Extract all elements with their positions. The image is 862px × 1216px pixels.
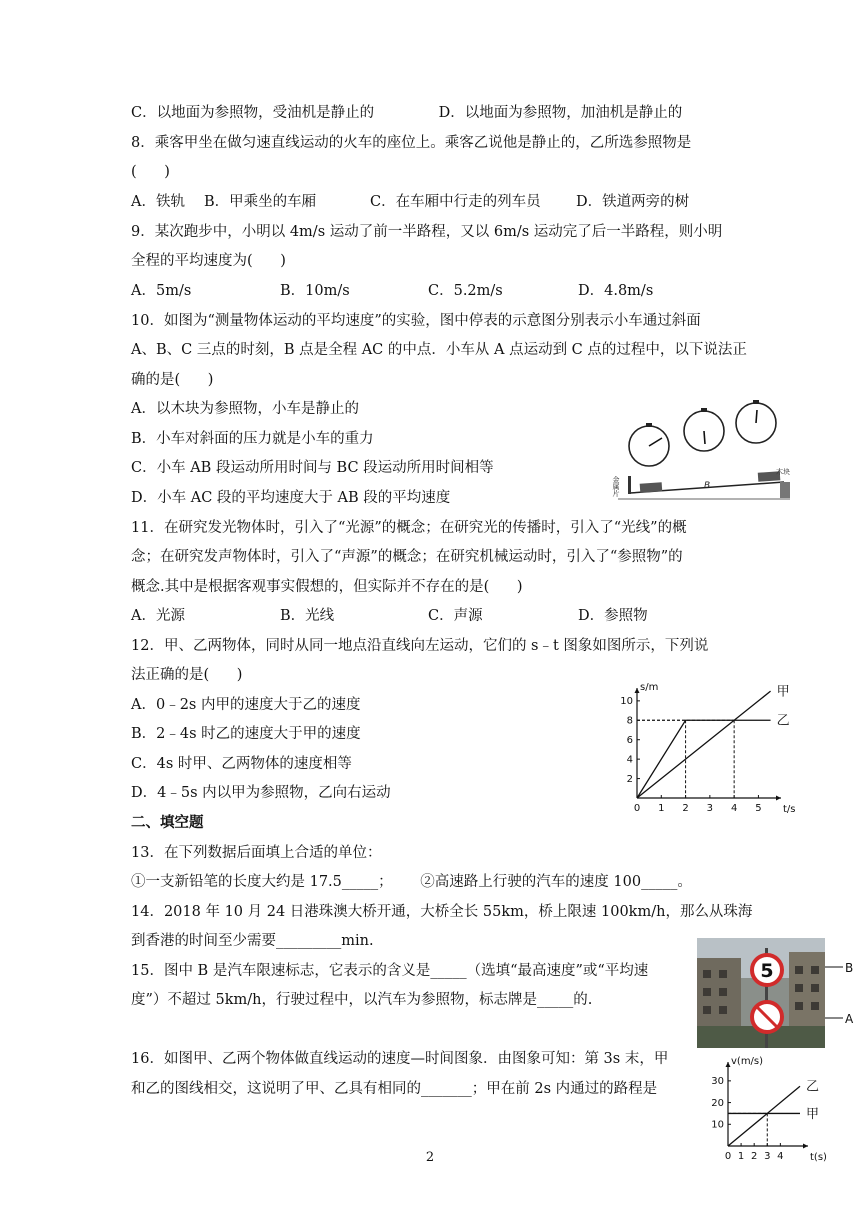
- label-metal: 金属片: [612, 476, 620, 497]
- text-line: 14．2018 年 10 月 24 日港珠澳大桥开通，大桥全长 55km，桥上限速 100km/h，那么从珠海: [131, 904, 753, 920]
- text-line: C．小车 AB 段运动所用时间与 BC 段运动所用时间相等: [131, 460, 494, 476]
- incline-figure: [612, 396, 792, 506]
- x-tick-label: 0: [724, 1151, 732, 1162]
- q8-option-b: B．甲乘坐的车厢: [204, 194, 317, 210]
- x-tick-label: 5: [755, 803, 762, 814]
- metal-plate: [628, 476, 631, 494]
- x-tick-label: 4: [730, 803, 738, 814]
- speed-sign-photo: [697, 938, 862, 1048]
- x-tick-label: 3: [764, 1151, 771, 1162]
- text-line: C．以地面为参照物，受油机是静止的 D．以地面为参照物，加油机是静止的: [131, 105, 683, 121]
- x-tick-label: 4: [777, 1151, 784, 1162]
- series-label-2: 乙: [776, 713, 790, 729]
- section-heading: 二、填空题: [131, 815, 204, 831]
- text-line: B．小车对斜面的压力就是小车的重力: [131, 431, 374, 447]
- text-line: 确的是( ): [131, 372, 214, 388]
- text-line: 16．如图甲、乙两个物体做直线运动的速度—时间图象．由图象可知：第 3s 末，甲: [131, 1051, 669, 1067]
- series-line-2: [637, 720, 771, 798]
- y-tick-label: 10: [711, 1119, 724, 1131]
- x-axis-arrow: [803, 1144, 808, 1149]
- page-number: 2: [425, 1150, 435, 1165]
- text-line: 9．某次跑步中，小明以 4m/s 运动了前一半路程，又以 6m/s 运动完了后一半路程，则小明: [131, 224, 723, 240]
- wood-block: [780, 482, 790, 498]
- text-line: 到香港的时间至少需要_________min.: [131, 933, 374, 949]
- stopwatch-icon: [736, 400, 776, 443]
- y-tick-label: 20: [711, 1097, 724, 1109]
- y-tick-label: 2: [626, 773, 633, 785]
- q11-option-b: B．光线: [280, 608, 335, 624]
- label-wood: 木块: [776, 468, 790, 476]
- series-line-1: [728, 1086, 800, 1146]
- vt-graph: [700, 1036, 860, 1166]
- speed-limit-sign: [752, 955, 782, 985]
- q8-option-a: A．铁轨: [131, 194, 185, 210]
- x-tick-label: 2: [682, 803, 689, 814]
- x-tick-label: 0: [633, 803, 641, 814]
- text-line: A．以木块为参照物，小车是静止的: [131, 401, 359, 417]
- q9-option-a: A．5m/s: [131, 283, 192, 299]
- q11-option-c: C．声源: [428, 608, 483, 624]
- y-axis-label: v(m/s): [731, 1056, 764, 1067]
- text-line: 和乙的图线相交，这说明了甲、乙具有相同的_______；甲在前 2s 内通过的路程是: [131, 1081, 658, 1097]
- x-tick-label: 1: [737, 1151, 745, 1162]
- series-line-1: [637, 691, 771, 798]
- text-line: 15．图中 B 是汽车限速标志，它表示的含义是_____（选填“最高速度”或“平均速: [131, 963, 649, 979]
- q9-option-c: C．5.2m/s: [428, 283, 503, 299]
- series-label-1: 乙: [806, 1079, 820, 1095]
- text-line: A、B、C 三点的时刻，B 点是全程 AC 的中点．小车从 A 点运动到 C 点的过程中，以下说法正: [131, 342, 747, 358]
- no-parking-sign: [752, 1002, 782, 1032]
- y-tick-label: 6: [626, 735, 633, 747]
- text-line: B．2﹣4s 时乙的速度大于甲的速度: [131, 726, 361, 742]
- speed-limit-number: 5: [760, 960, 774, 982]
- text-line: 全程的平均速度为( ): [131, 253, 286, 269]
- y-axis-arrow: [726, 1062, 731, 1067]
- label-b: B: [845, 961, 854, 975]
- y-axis-arrow: [635, 688, 640, 693]
- text-line: 13．在下列数据后面填上合适的单位：: [131, 845, 382, 861]
- x-axis-label: t/s: [783, 804, 796, 815]
- text-line: 8．乘客甲坐在做匀速直线运动的火车的座位上。乘客乙说他是静止的，乙所选参照物是: [131, 135, 692, 151]
- x-tick-label: 3: [706, 803, 714, 814]
- q8-option-d: D．铁道两旁的树: [576, 194, 690, 210]
- x-tick-label: 2: [750, 1151, 758, 1162]
- q8-option-c: C．在车厢中行走的列车员: [370, 194, 541, 210]
- y-tick-label: 30: [711, 1076, 724, 1088]
- text-line: 法正确的是( ): [131, 667, 243, 683]
- text-line: ①一支新铅笔的长度大约是 17.5_____； ②高速路上行驶的汽车的速度 100_____。: [131, 874, 692, 890]
- text-line: 11．在研究发光物体时，引入了“光源”的概念；在研究光的传播时，引入了“光线”的概: [131, 520, 687, 536]
- y-axis-label: s/m: [640, 682, 659, 693]
- text-line: ( ): [131, 164, 170, 180]
- x-tick-label: 1: [658, 803, 665, 814]
- series-label-1: 甲: [776, 684, 790, 700]
- q11-option-a: A．光源: [131, 608, 185, 624]
- label-b: B: [704, 481, 711, 491]
- x-axis-arrow: [776, 796, 781, 801]
- q9-option-b: B．10m/s: [280, 283, 350, 299]
- y-tick-label: 8: [626, 715, 633, 727]
- y-tick-label: 4: [626, 754, 633, 766]
- text-line: 概念.其中是根据客观事实假想的，但实际并不存在的是( ): [131, 579, 523, 595]
- text-line: A．0﹣2s 内甲的速度大于乙的速度: [131, 697, 361, 713]
- q11-option-d: D．参照物: [578, 608, 648, 624]
- label-a: A: [845, 1012, 854, 1026]
- q9-option-d: D．4.8m/s: [578, 283, 654, 299]
- stopwatch-icon: [684, 408, 724, 451]
- text-line: 10．如图为“测量物体运动的平均速度”的实验，图中停表的示意图分别表示小车通过斜面: [131, 313, 701, 329]
- text-line: 念；在研究发声物体时，引入了“声源”的概念；在研究机械运动时，引入了“参照物”的: [131, 549, 683, 565]
- text-line: C．4s 时甲、乙两物体的速度相等: [131, 756, 352, 772]
- text-line: 12．甲、乙两物体，同时从同一地点沿直线向左运动，它们的 s﹣t 图象如图所示，下列说: [131, 638, 709, 654]
- text-line: D．4﹣5s 内以甲为参照物，乙向右运动: [131, 785, 391, 801]
- stopwatch-icon: [629, 423, 669, 466]
- series-label-2: 甲: [806, 1106, 820, 1122]
- y-tick-label: 10: [620, 696, 633, 708]
- cart-icon: [640, 482, 663, 493]
- x-axis-label: t(s): [810, 1152, 827, 1163]
- st-graph: [615, 672, 815, 815]
- text-line: 度”）不超过 5km/h，行驶过程中，以汽车为参照物，标志牌是_____的.: [131, 992, 593, 1008]
- text-line: D．小车 AC 段的平均速度大于 AB 段的平均速度: [131, 490, 451, 506]
